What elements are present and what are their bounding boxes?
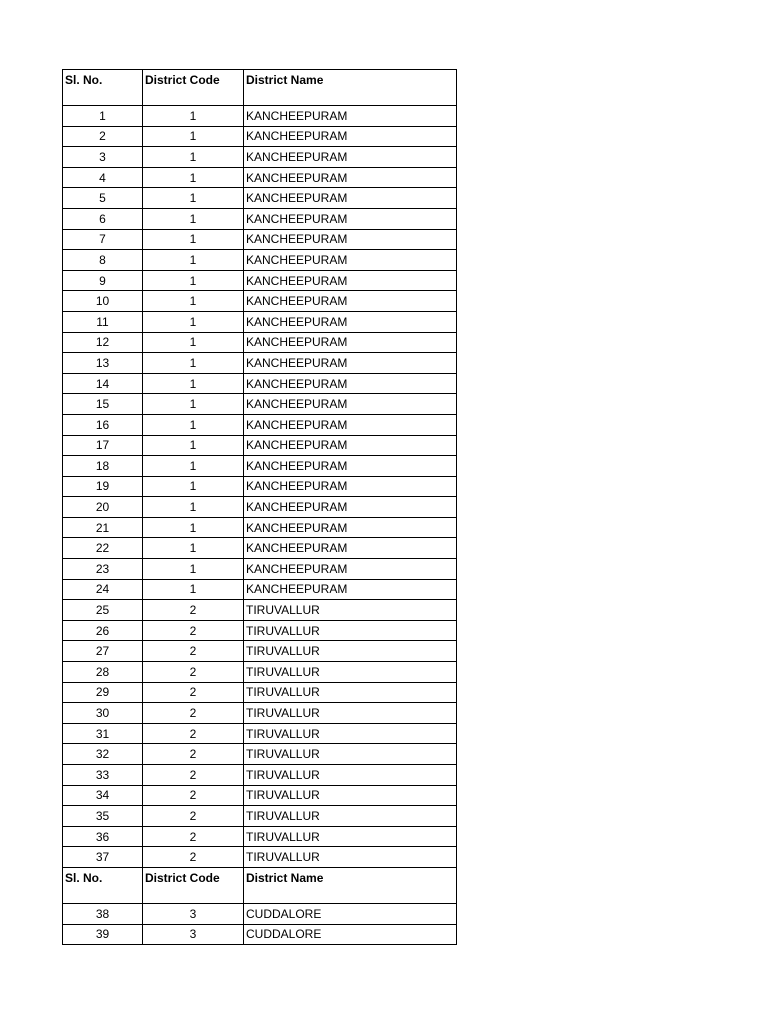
cell-district-code: 1 [143,559,244,580]
table-row [63,785,457,806]
cell-district-name: KANCHEEPURAM [244,435,457,456]
table-row [63,517,457,538]
cell-sl-no: 3 [63,147,143,168]
cell-sl-no: 7 [63,229,143,250]
table-row [63,924,457,945]
cell-district-name: TIRUVALLUR [244,703,457,724]
cell-district-name: KANCHEEPURAM [244,373,457,394]
cell-district-name: KANCHEEPURAM [244,559,457,580]
cell-sl-no: 19 [63,476,143,497]
table-row [63,744,457,765]
header-sl-no: Sl. No. [63,70,143,106]
table-row [63,497,457,518]
cell-district-name: TIRUVALLUR [244,847,457,868]
cell-district-code: 1 [143,579,244,600]
table-row [63,641,457,662]
cell-district-code: 1 [143,250,244,271]
cell-district-code: 2 [143,765,244,786]
cell-district-name: KANCHEEPURAM [244,579,457,600]
table-row [63,126,457,147]
cell-district-name: KANCHEEPURAM [244,167,457,188]
cell-district-code: 1 [143,332,244,353]
table-row [63,414,457,435]
header-district-name: District Name [244,867,457,903]
table-row [63,600,457,621]
cell-sl-no: 28 [63,662,143,683]
cell-district-name: TIRUVALLUR [244,662,457,683]
table-row [63,229,457,250]
cell-sl-no: 20 [63,497,143,518]
cell-sl-no: 16 [63,414,143,435]
table-row [63,559,457,580]
table-row [63,394,457,415]
cell-district-name: TIRUVALLUR [244,600,457,621]
cell-district-code: 1 [143,126,244,147]
cell-district-code: 1 [143,435,244,456]
cell-sl-no: 17 [63,435,143,456]
cell-district-name: TIRUVALLUR [244,826,457,847]
cell-district-code: 1 [143,456,244,477]
cell-district-code: 2 [143,600,244,621]
cell-district-code: 1 [143,167,244,188]
cell-sl-no: 35 [63,806,143,827]
header-sl-no: Sl. No. [63,867,143,903]
cell-sl-no: 38 [63,903,143,924]
cell-district-code: 2 [143,785,244,806]
header-district-code: District Code [143,70,244,106]
cell-district-name: KANCHEEPURAM [244,456,457,477]
table-row [63,332,457,353]
cell-sl-no: 36 [63,826,143,847]
header-row [63,70,457,106]
cell-district-name: KANCHEEPURAM [244,332,457,353]
cell-sl-no: 9 [63,270,143,291]
cell-district-code: 1 [143,517,244,538]
cell-sl-no: 39 [63,924,143,945]
cell-district-code: 2 [143,723,244,744]
cell-district-code: 2 [143,620,244,641]
cell-district-name: TIRUVALLUR [244,785,457,806]
cell-district-code: 2 [143,641,244,662]
cell-district-code: 2 [143,847,244,868]
cell-sl-no: 30 [63,703,143,724]
table-row [63,270,457,291]
table-row [63,167,457,188]
cell-district-name: KANCHEEPURAM [244,476,457,497]
cell-sl-no: 2 [63,126,143,147]
cell-district-name: TIRUVALLUR [244,765,457,786]
cell-district-code: 1 [143,394,244,415]
cell-sl-no: 23 [63,559,143,580]
cell-district-code: 1 [143,414,244,435]
cell-sl-no: 10 [63,291,143,312]
table-row [63,373,457,394]
cell-district-code: 2 [143,826,244,847]
cell-district-name: KANCHEEPURAM [244,311,457,332]
cell-sl-no: 34 [63,785,143,806]
table-row [63,311,457,332]
cell-sl-no: 18 [63,456,143,477]
cell-district-name: TIRUVALLUR [244,806,457,827]
cell-sl-no: 6 [63,208,143,229]
district-table [62,69,457,945]
cell-district-code: 2 [143,703,244,724]
cell-sl-no: 4 [63,167,143,188]
cell-district-code: 2 [143,744,244,765]
cell-sl-no: 29 [63,682,143,703]
table-row [63,106,457,127]
cell-district-name: KANCHEEPURAM [244,188,457,209]
cell-district-code: 1 [143,106,244,127]
table-row [63,806,457,827]
cell-district-code: 1 [143,270,244,291]
cell-sl-no: 32 [63,744,143,765]
cell-district-name: KANCHEEPURAM [244,229,457,250]
cell-sl-no: 27 [63,641,143,662]
cell-sl-no: 14 [63,373,143,394]
cell-district-name: TIRUVALLUR [244,744,457,765]
table-row [63,723,457,744]
cell-district-code: 1 [143,538,244,559]
table-row [63,188,457,209]
cell-district-code: 1 [143,373,244,394]
cell-district-name: KANCHEEPURAM [244,126,457,147]
table-row [63,765,457,786]
cell-district-code: 3 [143,903,244,924]
cell-sl-no: 24 [63,579,143,600]
table-row [63,826,457,847]
cell-district-code: 1 [143,208,244,229]
cell-district-name: KANCHEEPURAM [244,394,457,415]
cell-sl-no: 25 [63,600,143,621]
cell-district-name: KANCHEEPURAM [244,270,457,291]
cell-district-code: 1 [143,291,244,312]
cell-district-code: 3 [143,924,244,945]
cell-district-name: TIRUVALLUR [244,723,457,744]
table-row [63,847,457,868]
cell-district-name: CUDDALORE [244,903,457,924]
table-row [63,147,457,168]
table-row [63,538,457,559]
cell-sl-no: 11 [63,311,143,332]
table-row [63,903,457,924]
header-row-repeat [63,867,457,903]
cell-district-code: 1 [143,353,244,374]
cell-district-code: 2 [143,682,244,703]
cell-sl-no: 31 [63,723,143,744]
cell-sl-no: 22 [63,538,143,559]
cell-sl-no: 26 [63,620,143,641]
cell-sl-no: 12 [63,332,143,353]
cell-district-name: KANCHEEPURAM [244,250,457,271]
cell-district-name: TIRUVALLUR [244,682,457,703]
table-row [63,353,457,374]
cell-district-name: KANCHEEPURAM [244,517,457,538]
header-district-name: District Name [244,70,457,106]
cell-district-name: KANCHEEPURAM [244,208,457,229]
cell-sl-no: 13 [63,353,143,374]
table-row [63,620,457,641]
cell-sl-no: 5 [63,188,143,209]
cell-sl-no: 15 [63,394,143,415]
cell-district-name: KANCHEEPURAM [244,353,457,374]
cell-district-name: TIRUVALLUR [244,620,457,641]
cell-district-code: 1 [143,476,244,497]
cell-district-code: 1 [143,497,244,518]
table-row [63,208,457,229]
cell-district-name: KANCHEEPURAM [244,538,457,559]
cell-district-name: KANCHEEPURAM [244,147,457,168]
cell-sl-no: 1 [63,106,143,127]
cell-district-name: KANCHEEPURAM [244,414,457,435]
table-row [63,456,457,477]
table-row [63,682,457,703]
cell-sl-no: 21 [63,517,143,538]
table-row [63,291,457,312]
cell-sl-no: 37 [63,847,143,868]
cell-district-name: KANCHEEPURAM [244,497,457,518]
table-row [63,435,457,456]
cell-district-name: KANCHEEPURAM [244,291,457,312]
table-row [63,662,457,683]
table-row [63,250,457,271]
cell-district-code: 2 [143,806,244,827]
cell-district-code: 1 [143,188,244,209]
table-row [63,476,457,497]
cell-district-code: 1 [143,311,244,332]
cell-district-name: CUDDALORE [244,924,457,945]
cell-sl-no: 8 [63,250,143,271]
cell-district-name: TIRUVALLUR [244,641,457,662]
cell-sl-no: 33 [63,765,143,786]
cell-district-code: 2 [143,662,244,683]
cell-district-code: 1 [143,147,244,168]
table-row [63,579,457,600]
table-row [63,703,457,724]
cell-district-name: KANCHEEPURAM [244,106,457,127]
cell-district-code: 1 [143,229,244,250]
district-table-body [63,70,457,945]
header-district-code: District Code [143,867,244,903]
